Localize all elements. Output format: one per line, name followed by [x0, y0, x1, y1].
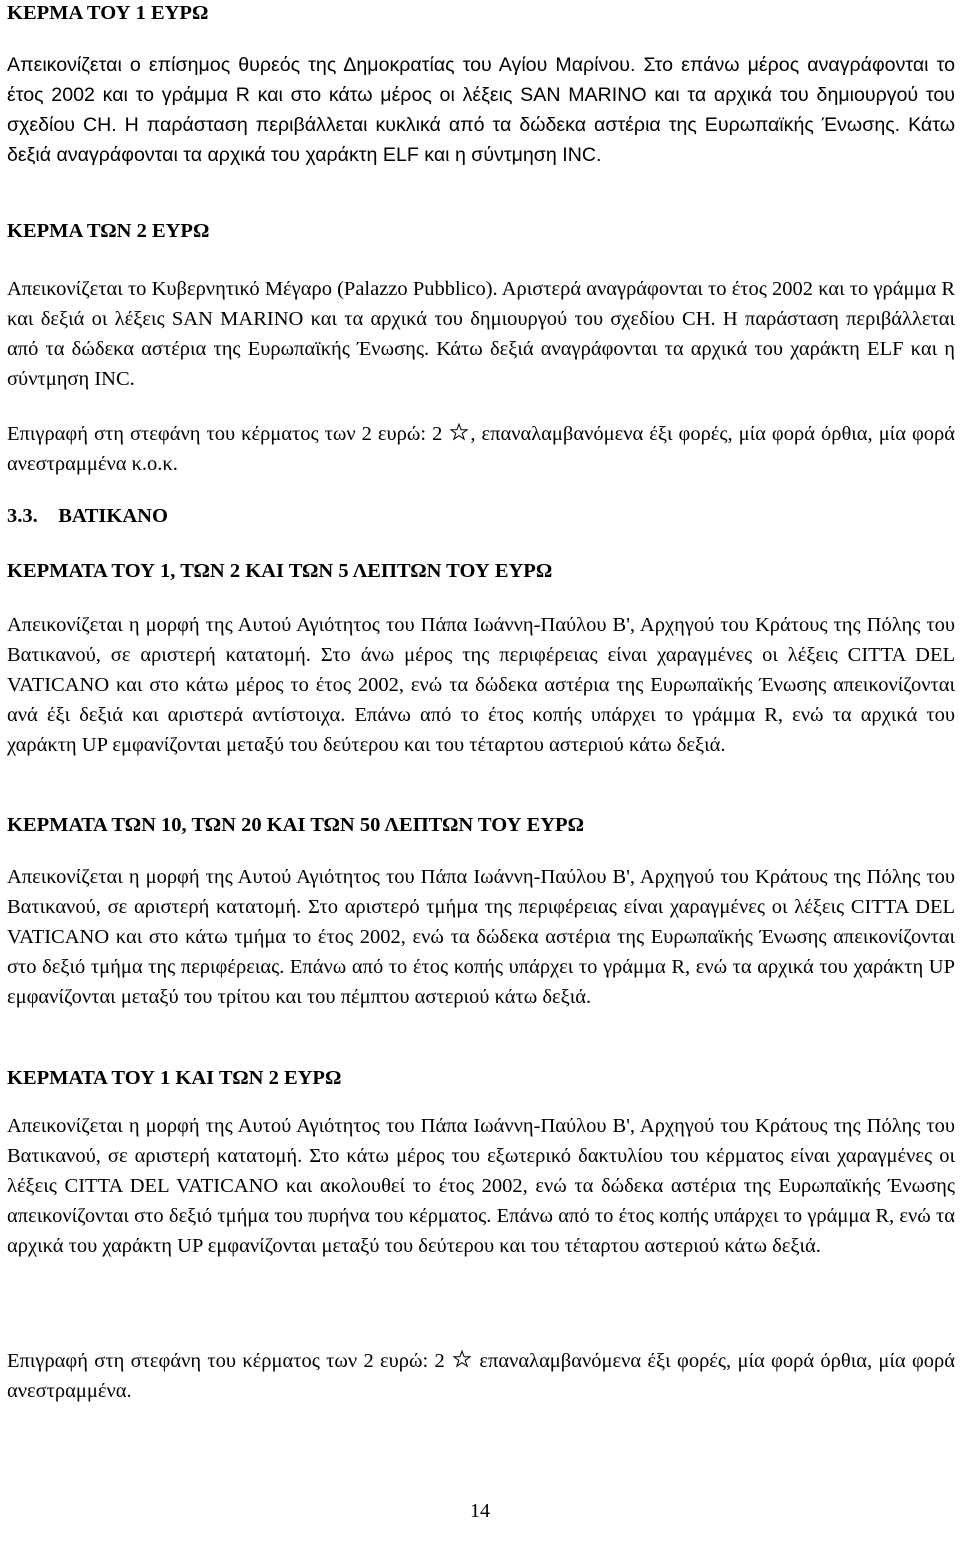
star-outline-icon — [453, 1350, 471, 1368]
heading-2-euro-coin: ΚΕΡΜΑ ΤΩΝ 2 ΕΥΡΩ — [7, 220, 210, 242]
edge-inscription-text-end: , επαναλαμβανόμενα έξι φορές, μία φορά όρθια, μία φορά ανεστραμμένα κ.ο.κ. — [7, 423, 955, 475]
paragraph-1-2-5-cent-description: Απεικονίζεται η μορφή της Αυτού Αγιότητος του Πάπα Ιωάννη-Παύλου Β', Αρχηγού του Κράτους της Πόλης του Βατικανού, σε αριστερή κατατομή. Στο άνω μέρος της περιφέρειας είναι χαραγμένες οι λέξεις CITTA DEL VATICANO και στο κάτω μέρος το έτος 2002, ενώ τα δώδεκα αστέρια της Ευρωπαϊκής Ένωσης απεικονίζονται ανά έξι δεξιά και αριστερά αντίστοιχα. Επάνω από το έτος κοπής υπάρχει το γράμμα R, ενώ τα αρχικά του χαράκτη UP εμφανίζονται μεταξύ του δεύτερου και του τέταρτου αστεριού κάτω δεξιά. — [7, 614, 955, 756]
section-heading-vatican: 3.3. ΒΑΤΙΚΑΝΟ — [7, 505, 168, 527]
paragraph-edge-inscription — [7, 419, 955, 479]
edge-inscription-2-text-start: Επιγραφή στη στεφάνη του κέρματος των 2 ευρώ: 2 — [7, 1350, 445, 1372]
paragraph-edge-inscription-2 — [7, 1346, 955, 1406]
paragraph-1-2-euro-description: Απεικονίζεται η μορφή της Αυτού Αγιότητος του Πάπα Ιωάννη-Παύλου Β', Αρχηγού του Κράτους της Πόλης του Βατικανού, σε αριστερή κατατομή. Στο κάτω μέρος του εξωτερικό δακτυλίου του κέρματος είναι χαραγμένες οι λέξεις CITTA DEL VATICANO και ακολουθεί το έτος 2002, ενώ τα δώδεκα αστέρια της Ευρωπαϊκής Ένωσης απεικονίζονται στο δεξιό τμήμα του πυρήνα του κέρματος. Επάνω από το έτος κοπής υπάρχει το γράμμα R, ενώ τα αρχικά του χαράκτη UP εμφανίζονται μεταξύ του δεύτερου και του τέταρτου αστεριού κάτω δεξιά. — [7, 1115, 955, 1257]
edge-inscription-2-text-end: επαναλαμβανόμενα έξι φορές, μία φορά όρθια, μία φορά ανεστραμμένα. — [7, 1350, 956, 1402]
edge-inscription-text-start: Επιγραφή στη στεφάνη του κέρματος των 2 ευρώ: 2 — [7, 423, 443, 445]
paragraph-1-euro-description: Απεικονίζεται ο επίσημος θυρεός της Δημοκρατίας του Αγίου Μαρίνου. Στο επάνω μέρος αναγράφονται το έτος 2002 και το γράμμα R και στο κάτω μέρος οι λέξεις SAN MARINO και τα αρχικά του δημιουργού του σχεδίου CH. Η παράσταση περιβάλλεται κυκλικά από τα δώδεκα αστέρια της Ευρωπαϊκής Ένωσης. Κάτω δεξιά αναγράφονται τα αρχικά του χαράκτη ELF και η σύντμηση INC. — [7, 54, 955, 166]
heading-1-2-5-cent-coins: ΚΕΡΜΑΤΑ ΤΟΥ 1, ΤΩΝ 2 ΚΑΙ ΤΩΝ 5 ΛΕΠΤΩΝ ΤΟΥ ΕΥΡΩ — [7, 560, 553, 582]
paragraph-2-euro-description: Απεικονίζεται το Κυβερνητικό Μέγαρο (Palazzo Pubblico). Αριστερά αναγράφονται το έτος 2002 και το γράμμα R και δεξιά οι λέξεις SAN MARINO και τα αρχικά του δημιουργού του σχεδίου CH. Η παράσταση περιβάλλεται από τα δώδεκα αστέρια της Ευρωπαϊκής Ένωσης. Κάτω δεξιά αναγράφονται τα αρχικά του χαράκτη ELF και η σύντμηση INC. — [7, 278, 955, 390]
heading-1-2-euro-coins: ΚΕΡΜΑΤΑ ΤΟΥ 1 ΚΑΙ ΤΩΝ 2 ΕΥΡΩ — [7, 1067, 342, 1089]
star-outline-icon — [450, 423, 468, 441]
paragraph-10-20-50-cent-description: Απεικονίζεται η μορφή της Αυτού Αγιότητος του Πάπα Ιωάννη-Παύλου Β', Αρχηγού του Κράτους της Πόλης του Βατικανού, σε αριστερή κατατομή. Στο αριστερό τμήμα της περιφέρειας είναι χαραγμένες οι λέξεις CITTA DEL VATICANO και στο κάτω τμήμα το έτος 2002, ενώ τα δώδεκα αστέρια της Ευρωπαϊκής Ένωσης απεικονίζονται στο δεξιό τμήμα της περιφέρειας. Επάνω από το έτος κοπής υπάρχει το γράμμα R, ενώ τα αρχικά του χαράκτη UP εμφανίζονται μεταξύ του τρίτου και του πέμπτου αστεριού κάτω δεξιά. — [7, 866, 955, 1008]
heading-10-20-50-cent-coins: ΚΕΡΜΑΤΑ ΤΩΝ 10, ΤΩΝ 20 ΚΑΙ ΤΩΝ 50 ΛΕΠΤΩΝ ΤΟΥ ΕΥΡΩ — [7, 814, 584, 836]
heading-1-euro-coin: ΚΕΡΜΑ ΤΟΥ 1 ΕΥΡΩ — [7, 2, 209, 24]
page-number: 14 — [470, 1500, 490, 1522]
